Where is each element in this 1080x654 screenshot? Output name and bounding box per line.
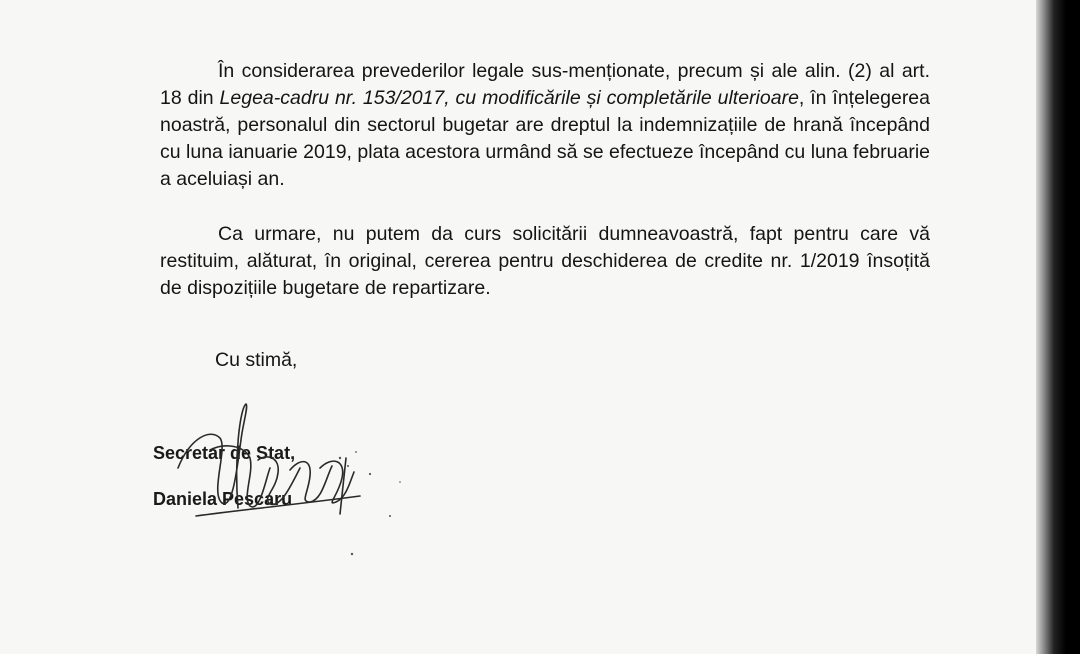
paragraph-2-text: Ca urmare, nu putem da curs solicitării dumneavoastră, fapt pentru care vă restituim, alăturat, în original, cererea pentru deschiderea de credite nr. 1/2019 însoțită de dispozițiile bugetare de repartizare. xyxy=(160,223,930,299)
scan-specks xyxy=(330,430,450,570)
closing-salutation: Cu stimă, xyxy=(215,349,298,371)
page-edge-shadow xyxy=(1036,0,1080,654)
paragraph-conclusion xyxy=(160,221,930,302)
law-reference: Legea-cadru nr. 153/2017, cu modificările și completările ulterioare xyxy=(219,87,799,109)
paragraph-legal-basis xyxy=(160,58,930,193)
paragraph-1-part-1: În considerarea prevederilor legale sus-menționate, precum și ale alin. (2) al art. 18 din xyxy=(160,60,930,109)
paragraph-1-part-2: , în înțelegerea noastră, personalul din sectorul bugetar are dreptul la indemnizațiile de hrană începând cu luna ianuarie 2019, plata acestora urmând să se efectueze începând cu luna februarie a aceluiași an. xyxy=(160,87,930,190)
signatory-name: Daniela Pescaru xyxy=(153,489,293,509)
signatory-title: Secretar de Stat, xyxy=(153,443,296,463)
